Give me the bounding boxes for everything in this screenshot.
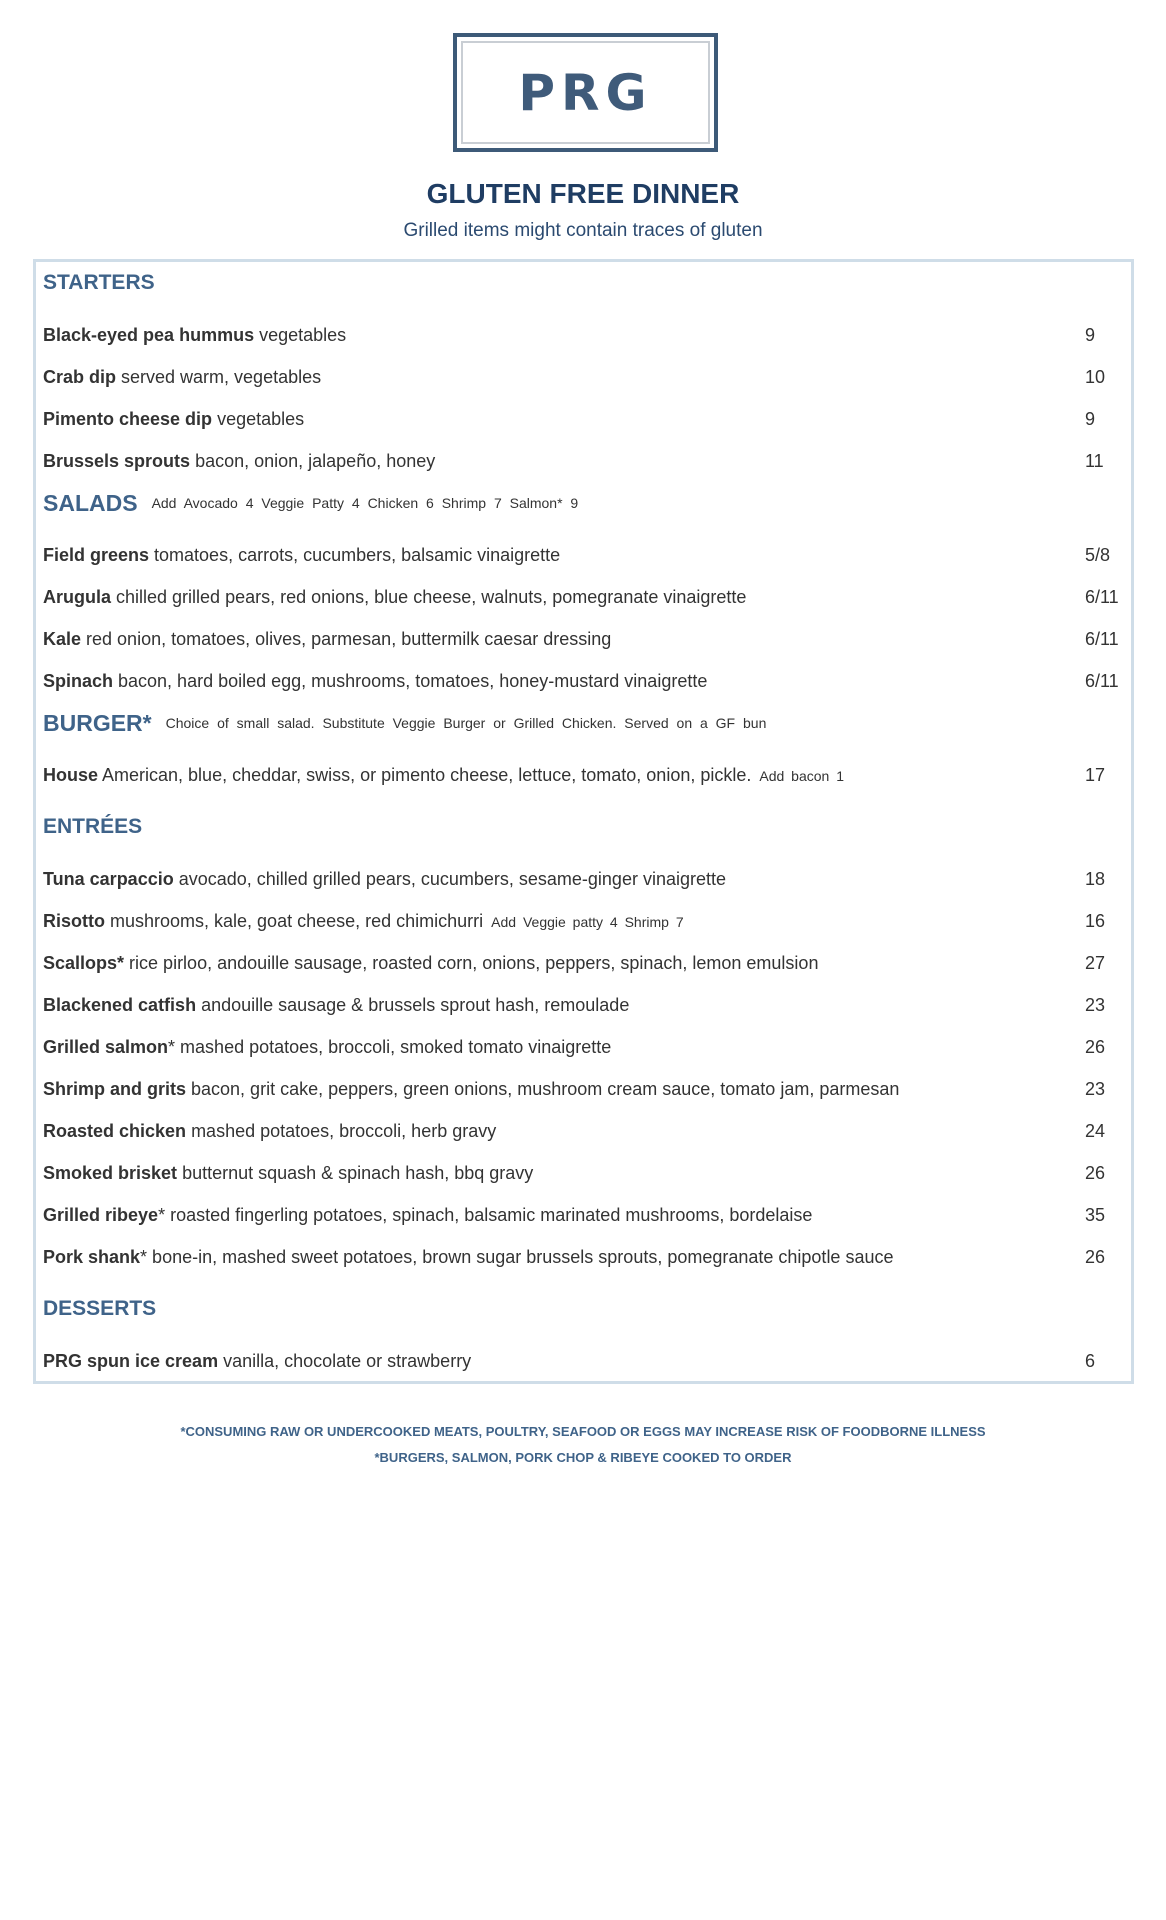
item-add-ons: Add bacon 1: [759, 767, 844, 784]
footer-warning: *CONSUMING RAW OR UNDERCOOKED MEATS, POULTRY, SEAFOOD OR EGGS MAY INCREASE RISK OF FOODBORNE ILLNESS: [180, 1424, 986, 1439]
item-price: 6/11: [1085, 670, 1119, 691]
item-description: vegetables: [254, 324, 347, 345]
section-header: [43, 806, 1131, 848]
item-price: 5/8: [1085, 544, 1111, 565]
item-price: 18: [1085, 868, 1106, 889]
item-text: [43, 451, 435, 472]
item-description: * mashed potatoes, broccoli, smoked tomato vinaigrette: [168, 1036, 612, 1057]
section-title: SALADS: [43, 489, 138, 516]
item-text: [43, 629, 611, 650]
item-name: Kale: [43, 628, 82, 649]
item-price: 26: [1085, 1246, 1106, 1267]
item-price: 16: [1085, 910, 1106, 931]
item-name: Pork shank: [43, 1246, 141, 1267]
item-name: Brussels sprouts: [43, 450, 191, 471]
section-title: ENTRÉES: [43, 815, 143, 838]
menu-item: [43, 1194, 1131, 1236]
menu-item: [43, 576, 1131, 618]
item-text: [43, 995, 629, 1016]
item-name: Black-eyed pea hummus: [43, 324, 255, 345]
item-price: 23: [1085, 994, 1106, 1015]
item-description: bacon, grit cake, peppers, green onions, mushroom cream sauce, tomato jam, parmesan: [186, 1078, 900, 1099]
item-text: [43, 545, 560, 566]
item-description: * roasted fingerling potatoes, spinach, balsamic marinated mushrooms, bordelaise: [158, 1204, 813, 1225]
item-price: 35: [1085, 1204, 1106, 1225]
item-text: [43, 409, 304, 430]
section-note: Choice of small salad. Substitute Veggie Burger or Grilled Chicken. Served on a GF bun: [165, 715, 767, 731]
menu-item: [43, 1340, 1131, 1382]
item-text: [43, 869, 726, 890]
menu-item: [43, 942, 1131, 984]
item-price: 6/11: [1085, 628, 1119, 649]
item-description: rice pirloo, andouille sausage, roasted corn, onions, peppers, spinach, lemon emulsion: [124, 952, 819, 973]
item-text: [43, 1121, 496, 1142]
item-description: avocado, chilled grilled pears, cucumbers, sesame-ginger vinaigrette: [173, 868, 726, 889]
section-header: [43, 482, 1131, 524]
item-description: mashed potatoes, broccoli, herb gravy: [186, 1120, 497, 1141]
item-price: 24: [1085, 1120, 1106, 1141]
menu-box: [33, 259, 1134, 1384]
menu-item: [43, 1068, 1131, 1110]
item-text: [43, 911, 684, 932]
item-price: 11: [1085, 450, 1104, 471]
item-name: Scallops*: [43, 952, 125, 973]
menu-item: [43, 314, 1131, 356]
item-description: American, blue, cheddar, swiss, or pimento cheese, lettuce, tomato, onion, pickle.: [98, 764, 752, 785]
item-text: [43, 1351, 471, 1372]
item-description: andouille sausage & brussels sprout hash, remoulade: [196, 994, 630, 1015]
menu-item: [43, 900, 1131, 942]
item-text: [43, 1037, 611, 1058]
item-text: [43, 587, 746, 608]
item-price: 9: [1085, 408, 1096, 429]
menu-item: [43, 754, 1131, 796]
item-name: Shrimp and grits: [43, 1078, 187, 1099]
item-description: vanilla, chocolate or strawberry: [218, 1350, 472, 1371]
section-title: DESSERTS: [43, 1297, 157, 1320]
item-name: Spinach: [43, 670, 114, 691]
item-description: vegetables: [212, 408, 305, 429]
item-add-ons: Add Veggie patty 4 Shrimp 7: [491, 913, 684, 930]
item-price: 6/11: [1085, 586, 1119, 607]
section-note: Add Avocado 4 Veggie Patty 4 Chicken 6 Shrimp 7 Salmon* 9: [151, 495, 579, 511]
item-text: [43, 1163, 533, 1184]
item-text: [43, 1079, 899, 1100]
item-price: 10: [1085, 366, 1106, 387]
item-name: Grilled salmon: [43, 1036, 169, 1057]
item-name: Blackened catfish: [43, 994, 197, 1015]
page-subtitle: Grilled items might contain traces of gluten: [403, 220, 763, 241]
item-text: [43, 1247, 893, 1268]
menu-item: [43, 858, 1131, 900]
menu-item: [43, 660, 1131, 702]
item-price: 6: [1085, 1350, 1096, 1371]
item-name: Grilled ribeye: [43, 1204, 159, 1225]
item-price: 23: [1085, 1078, 1106, 1099]
item-text: [43, 367, 321, 388]
item-description: chilled grilled pears, red onions, blue cheese, walnuts, pomegranate vinaigrette: [111, 586, 747, 607]
section-header: [43, 262, 1131, 304]
item-description: * bone-in, mashed sweet potatoes, brown sugar brussels sprouts, pomegranate chipotle sauce: [140, 1246, 894, 1267]
item-name: Field greens: [43, 544, 150, 565]
item-description: bacon, hard boiled egg, mushrooms, tomatoes, honey-mustard vinaigrette: [113, 670, 708, 691]
item-description: served warm, vegetables: [116, 366, 322, 387]
section-header: [43, 1288, 1131, 1330]
logo-inner-frame: [461, 41, 710, 144]
item-description: tomatoes, carrots, cucumbers, balsamic vinaigrette: [149, 544, 561, 565]
menu-item: [43, 1110, 1131, 1152]
item-description: red onion, tomatoes, olives, parmesan, buttermilk caesar dressing: [81, 628, 612, 649]
item-price: 26: [1085, 1162, 1106, 1183]
item-text: [43, 953, 818, 974]
item-text: [43, 671, 707, 692]
item-name: PRG spun ice cream: [43, 1350, 219, 1371]
logo-text: PRG: [518, 63, 653, 122]
section-title: BURGER*: [43, 709, 152, 736]
item-name: Crab dip: [43, 366, 117, 387]
section-title: STARTERS: [43, 271, 155, 294]
menu-item: [43, 984, 1131, 1026]
logo: [453, 33, 718, 152]
menu-item: [43, 1152, 1131, 1194]
item-name: House: [43, 764, 99, 785]
menu-item: [43, 534, 1131, 576]
menu-item: [43, 618, 1131, 660]
item-name: Arugula: [43, 586, 112, 607]
item-text: [43, 325, 346, 346]
item-price: 26: [1085, 1036, 1106, 1057]
item-text: [43, 1205, 812, 1226]
item-price: 9: [1085, 324, 1096, 345]
item-text: [43, 765, 844, 786]
item-name: Smoked brisket: [43, 1162, 178, 1183]
menu-item: [43, 1026, 1131, 1068]
item-name: Pimento cheese dip: [43, 408, 213, 429]
menu-item: [43, 398, 1131, 440]
section-header: [43, 702, 1131, 744]
footer-cooked-to-order: *BURGERS, SALMON, PORK CHOP & RIBEYE COOKED TO ORDER: [374, 1450, 792, 1465]
item-price: 17: [1085, 764, 1106, 785]
item-description: butternut squash & spinach hash, bbq gravy: [177, 1162, 534, 1183]
page-title: GLUTEN FREE DINNER: [426, 178, 740, 209]
menu-item: [43, 440, 1131, 482]
item-name: Tuna carpaccio: [43, 868, 174, 889]
menu-item: [43, 356, 1131, 398]
item-description: bacon, onion, jalapeño, honey: [190, 450, 436, 471]
item-price: 27: [1085, 952, 1106, 973]
menu-item: [43, 1236, 1131, 1278]
item-name: Roasted chicken: [43, 1120, 187, 1141]
item-description: mushrooms, kale, goat cheese, red chimichurri: [105, 910, 484, 931]
item-name: Risotto: [43, 910, 105, 931]
